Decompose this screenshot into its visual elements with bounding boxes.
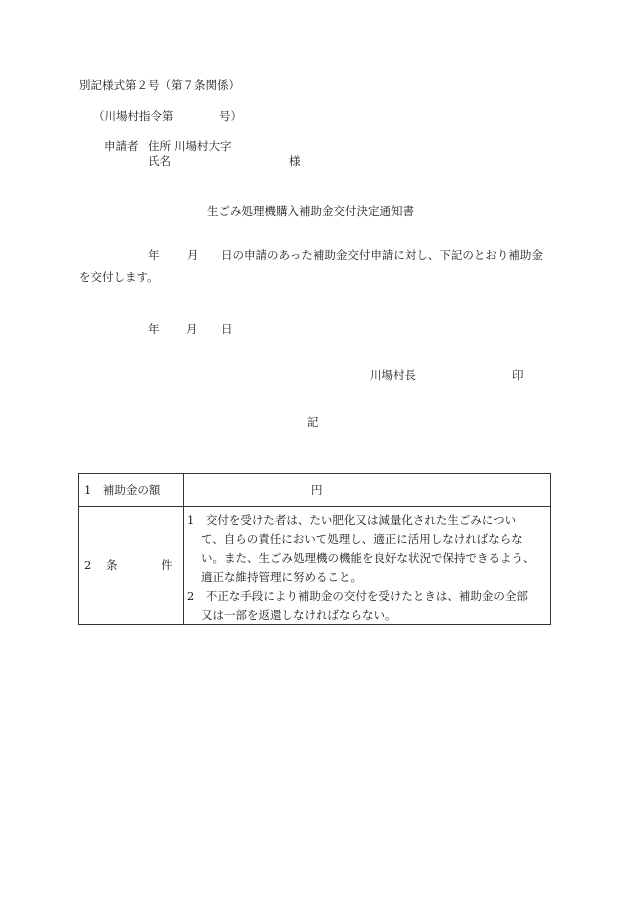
honorific: 様 [289, 154, 301, 168]
condition-line: 2 不正な手段により補助金の交付を受けたときは、補助金の全部 [187, 589, 528, 603]
applicant-label: 申請者 [104, 139, 139, 153]
table-row-divider [79, 506, 550, 507]
amount-label: 1 補助金の額 [84, 483, 161, 497]
seal-mark: 印 [512, 368, 524, 382]
body-month: 月 [187, 248, 199, 262]
condition-line: い。また、生ごみ処理機の機能を良好な状況で保持できるよう、 [201, 551, 535, 565]
conditions-label-char1: 条 [106, 558, 118, 572]
date-year: 年 [148, 322, 160, 336]
name-label: 氏名 [148, 154, 171, 168]
date-day: 日 [221, 322, 233, 336]
reference-prefix: （川場村指令第 [93, 109, 174, 123]
ki-heading: 記 [307, 415, 319, 429]
form-number: 別記様式第２号（第７条関係） [79, 78, 240, 92]
amount-unit: 円 [311, 483, 323, 497]
conditions-label-char2: 件 [161, 558, 173, 572]
conditions-text [187, 513, 547, 627]
condition-line: 又は一部を返還しなければならない。 [201, 608, 397, 622]
conditions-label-number: 2 [84, 558, 92, 572]
issuer-name: 川場村長 [370, 368, 416, 382]
conditions-table [78, 473, 551, 625]
body-year: 年 [148, 248, 160, 262]
address-label: 住所 [148, 139, 171, 153]
body-text-line1: 日の申請のあった補助金交付申請に対し、下記のとおり補助金 [221, 248, 543, 262]
table-column-divider [183, 474, 184, 624]
document-title: 生ごみ処理機購入補助金交付決定通知書 [207, 204, 414, 218]
condition-line: て、自らの責任において処理し、適正に活用しなければならな [201, 532, 523, 546]
reference-suffix: 号） [219, 109, 242, 123]
body-text-line2: を交付します。 [79, 270, 159, 284]
date-month: 月 [186, 322, 198, 336]
condition-line: 1 交付を受けた者は、たい肥化又は減量化された生ごみについ [187, 513, 517, 527]
address-value: 川場村大字 [174, 139, 232, 153]
condition-line: 適正な維持管理に努めること。 [201, 570, 362, 584]
